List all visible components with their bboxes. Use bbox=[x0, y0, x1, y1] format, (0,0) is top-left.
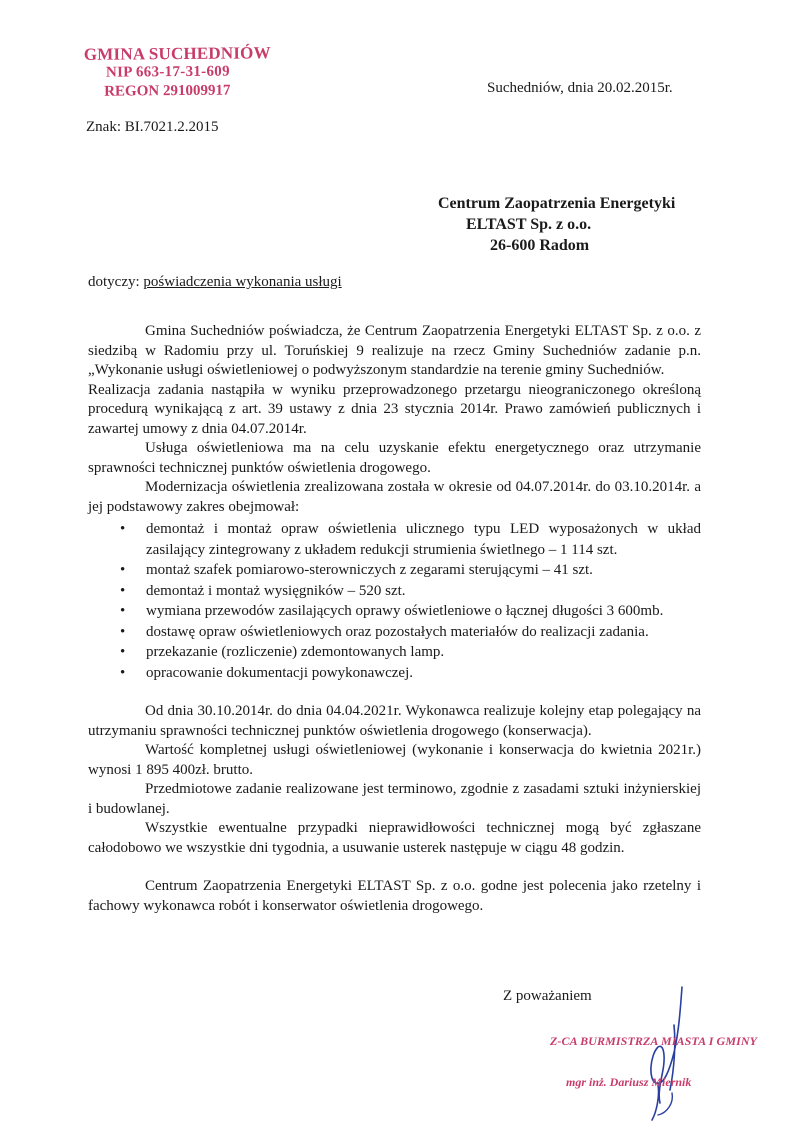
recipient-line-1: Centrum Zaopatrzenia Energetyki bbox=[438, 195, 676, 212]
list-item: • przekazanie (rozliczenie) zdemontowanych lamp. bbox=[88, 642, 701, 663]
paragraph-1: Gmina Suchedniów poświadcza, że Centrum Zaopatrzenia Energetyki ELTAST Sp. z o.o. z siedzibą w Radomiu przy ul. Toruńskiej 9 realizuje na rzecz Gminy Suchedniów zadanie p.n. „Wykonanie usługi oświetleniowej o podwyższonym standardzie na terenie gminy Suchedniów. bbox=[88, 323, 701, 378]
letter-date: Suchedniów, dnia 20.02.2015r. bbox=[487, 80, 673, 96]
signatory-name-stamp: mgr inż. Dariusz Miernik bbox=[566, 1075, 692, 1089]
list-item: • demontaż i montaż opraw oświetlenia ulicznego typu LED wyposażonych w układ zasilający zintegrowany z układem redukcji strumienia świetlnego – 1 114 szt. bbox=[88, 519, 701, 560]
spacer bbox=[88, 683, 701, 702]
reference-number: Znak: BI.7021.2.2015 bbox=[86, 119, 219, 135]
list-item: • montaż szafek pomiarowo-sterowniczych z zegarami sterującymi – 41 szt. bbox=[88, 560, 701, 581]
spacer bbox=[88, 858, 701, 877]
paragraph-4: Modernizacja oświetlenia zrealizowana została w okresie od 04.07.2014r. do 03.10.2014r. a jej podstawowy zakres obejmował: bbox=[88, 479, 701, 515]
list-item: • dostawę opraw oświetleniowych oraz pozostałych materiałów do realizacji zadania. bbox=[88, 622, 701, 643]
closing-salutation: Z poważaniem bbox=[503, 988, 592, 1004]
subject-text: poświadczenia wykonania usługi bbox=[143, 274, 342, 290]
paragraph-9: Centrum Zaopatrzenia Energetyki ELTAST Sp. z o.o. godne jest polecenia jako rzetelny i fachowy wykonawca robót i konserwator oświetlenia drogowego. bbox=[88, 878, 701, 914]
recipient-line-3: 26-600 Radom bbox=[490, 237, 590, 254]
municipality-stamp bbox=[84, 43, 284, 102]
letter-body bbox=[88, 322, 701, 916]
paragraph-2: Realizacja zadania nastąpiła w wyniku przeprowadzonego przetargu nieograniczonego określoną procedurą wynikającą z art. 39 ustawy z dnia 23 stycznia 2014r. Prawo zamówień publicznych i zawartej umowy z dnia 04.07.2014r. bbox=[88, 381, 701, 437]
stamp-regon: REGON 291009917 bbox=[104, 82, 231, 100]
deputy-mayor-stamp: Z-CA BURMISTRZA MIASTA I GMINY bbox=[550, 1034, 758, 1048]
paragraph-3: Usługa oświetleniowa ma na celu uzyskanie efektu energetycznego oraz utrzymanie sprawności technicznej punktów oświetlenia drogowego. bbox=[88, 440, 701, 476]
subject-prefix: dotyczy: bbox=[88, 274, 144, 290]
list-item: • demontaż i montaż wysięgników – 520 szt. bbox=[88, 581, 701, 602]
subject-line bbox=[88, 274, 342, 291]
stamp-name: GMINA SUCHEDNIÓW bbox=[83, 43, 271, 64]
paragraph-6: Wartość kompletnej usługi oświetleniowej (wykonanie i konserwacja do kwietnia 2021r.) wynosi 1 895 400zł. brutto. bbox=[88, 742, 701, 778]
paragraph-7: Przedmiotowe zadanie realizowane jest terminowo, zgodnie z zasadami sztuki inżynierskiej i budowlanej. bbox=[88, 781, 701, 817]
scope-list bbox=[88, 519, 701, 683]
list-item: • wymiana przewodów zasilających oprawy oświetleniowe o łącznej długości 3 600mb. bbox=[88, 601, 701, 622]
handwritten-signature bbox=[612, 985, 702, 1135]
recipient-address bbox=[438, 193, 675, 256]
list-item: • opracowanie dokumentacji powykonawczej. bbox=[88, 663, 701, 684]
recipient-line-2: ELTAST Sp. z o.o. bbox=[466, 216, 592, 233]
paragraph-8: Wszystkie ewentualne przypadki nieprawidłowości technicznej mogą być zgłaszane całodobowo we wszystkie dni tygodnia, a usuwanie usterek następuje w ciągu 48 godzin. bbox=[88, 820, 701, 856]
paragraph-5: Od dnia 30.10.2014r. do dnia 04.04.2021r. Wykonawca realizuje kolejny etap polegający na utrzymaniu sprawności technicznej punktów oświetlenia drogowego (konserwacja). bbox=[88, 703, 701, 739]
stamp-nip: NIP 663-17-31-609 bbox=[105, 63, 230, 81]
